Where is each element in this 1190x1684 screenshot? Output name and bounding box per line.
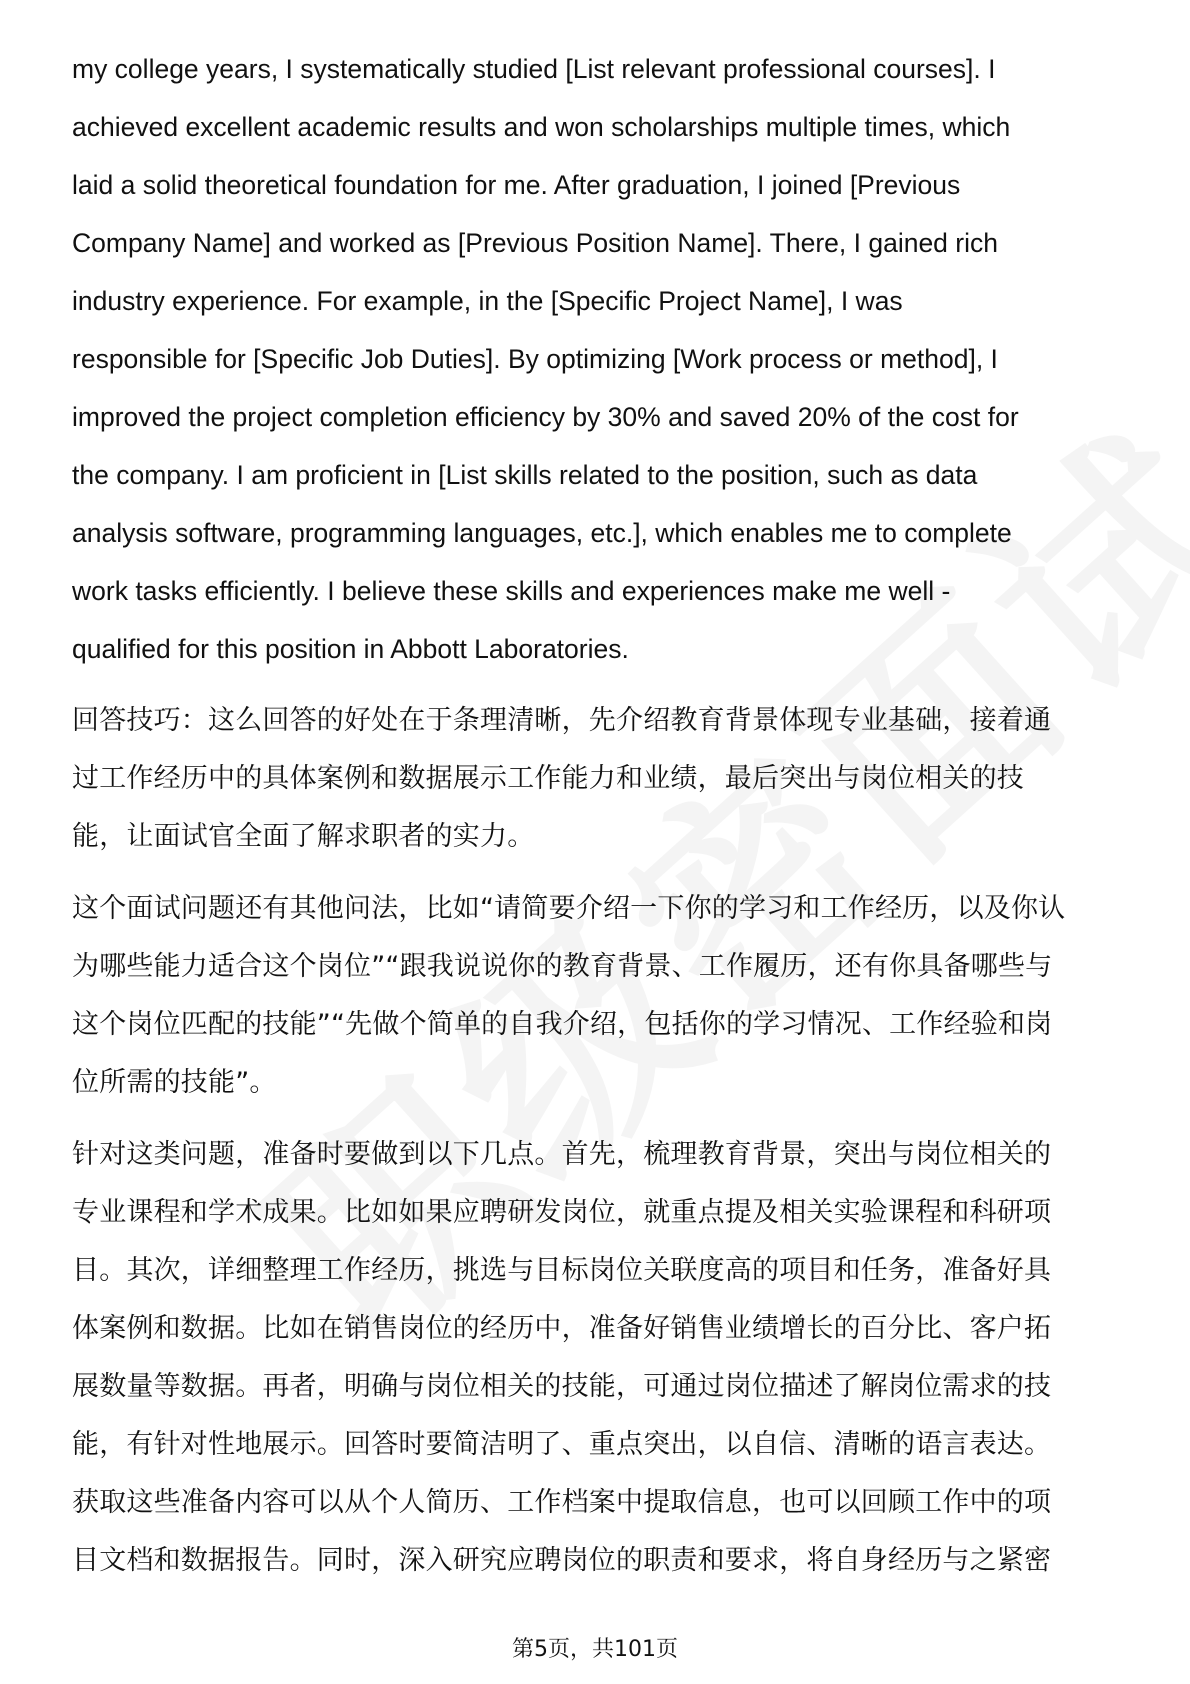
text-line: improved the project completion efficiency by 30% and saved 20% of the cost for bbox=[72, 402, 1019, 432]
text-line: work tasks efficiently. I believe these skills and experiences make me well - bbox=[72, 576, 951, 606]
document-body bbox=[72, 40, 1132, 1604]
text-line: my college years, I systematically studied [List relevant professional courses]. I bbox=[72, 54, 996, 84]
text-line: 这个岗位匹配的技能”“先做个简单的自我介绍，包括你的学习情况、工作经验和岗 bbox=[72, 1009, 1053, 1040]
text-line: qualified for this position in Abbott Laboratories. bbox=[72, 634, 629, 664]
text-line: achieved excellent academic results and won scholarships multiple times, which bbox=[72, 112, 1011, 142]
text-line: 目文档和数据报告。同时，深入研究应聘岗位的职责和要求，将自身经历与之紧密 bbox=[72, 1545, 1052, 1576]
text-line: 目。其次，详细整理工作经历，挑选与目标岗位关联度高的项目和任务，准备好具 bbox=[72, 1255, 1052, 1286]
text-line: Company Name] and worked as [Previous Position Name]. There, I gained rich bbox=[72, 228, 998, 258]
paragraph-experience-answer bbox=[72, 40, 1122, 678]
text-line: the company. I am proficient in [List skills related to the position, such as data bbox=[72, 460, 978, 490]
paragraph-answer-tips bbox=[72, 692, 1132, 866]
paragraph-alternate-questions bbox=[72, 880, 1132, 1112]
text-line: 这个面试问题还有其他问法，比如“请简要介绍一下你的学习和工作经历，以及你认 bbox=[72, 893, 1066, 924]
text-line: 获取这些准备内容可以从个人简历、工作档案中提取信息，也可以回顾工作中的项 bbox=[72, 1487, 1052, 1518]
text-line: analysis software, programming languages, etc.], which enables me to complete bbox=[72, 518, 1012, 548]
text-line: laid a solid theoretical foundation for me. After graduation, I joined [Previous bbox=[72, 170, 961, 200]
text-line: 针对这类问题，准备时要做到以下几点。首先，梳理教育背景，突出与岗位相关的 bbox=[72, 1139, 1052, 1170]
text-line: 过工作经历中的具体案例和数据展示工作能力和业绩，最后突出与岗位相关的技 bbox=[72, 763, 1024, 794]
text-line: 为哪些能力适合这个岗位”“跟我说说你的教育背景、工作履历，还有你具备哪些与 bbox=[72, 951, 1053, 982]
text-line: 展数量等数据。再者，明确与岗位相关的技能，可通过岗位描述了解岗位需求的技 bbox=[72, 1371, 1052, 1402]
text-line: 位所需的技能”。 bbox=[72, 1067, 277, 1098]
text-line: 能，有针对性地展示。回答时要简洁明了、重点突出，以自信、清晰的语言表达。 bbox=[72, 1429, 1052, 1460]
text-line: 能，让面试官全面了解求职者的实力。 bbox=[72, 821, 535, 852]
text-line: 专业课程和学术成果。比如如果应聘研发岗位，就重点提及相关实验课程和科研项 bbox=[72, 1197, 1052, 1228]
paragraph-preparation-advice bbox=[72, 1126, 1132, 1590]
page-number-footer: 第5页，共101页 bbox=[512, 1637, 678, 1662]
text-line: responsible for [Specific Job Duties]. By optimizing [Work process or method], I bbox=[72, 344, 998, 374]
text-line: 回答技巧：这么回答的好处在于条理清晰，先介绍教育背景体现专业基础，接着通 bbox=[72, 705, 1052, 736]
text-line: industry experience. For example, in the [Specific Project Name], I was bbox=[72, 286, 903, 316]
text-line: 体案例和数据。比如在销售岗位的经历中，准备好销售业绩增长的百分比、客户拓 bbox=[72, 1313, 1052, 1344]
